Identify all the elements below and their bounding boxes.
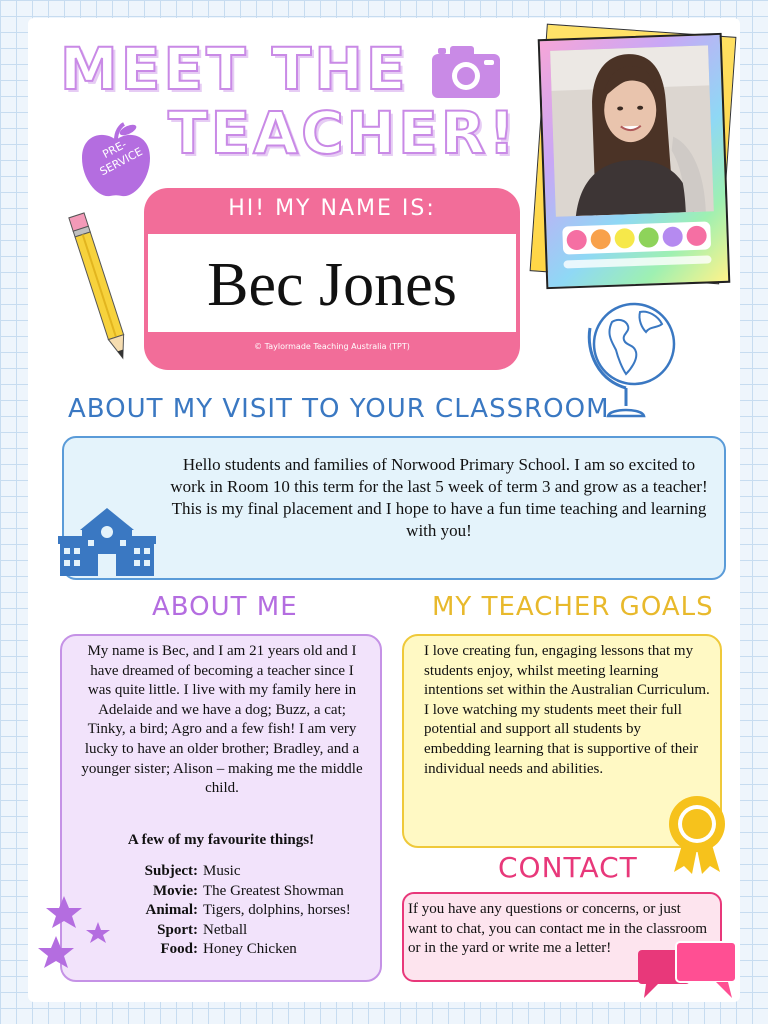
visit-text: Hello students and families of Norwood Primary School. I am so excited to work in Room 10 this term for the last 5 week of term 3 and grow as a teacher! This is my final placement and I hope to have a fun time teaching and learning with you! [170, 455, 708, 540]
contact-heading: CONTACT [498, 851, 638, 884]
favourite-value: The Greatest Showman [203, 882, 344, 899]
color-dot [638, 227, 659, 248]
favourite-key: Sport: [157, 921, 198, 938]
contact-text: If you have any questions or concerns, or just want to chat, you can contact me in the classroom or in the yard or write me a letter! [408, 901, 708, 957]
name-tag-body [148, 234, 516, 332]
color-dot [614, 228, 635, 249]
title-line-2: TEACHER! [168, 99, 518, 167]
favourite-value: Honey Chicken [203, 941, 297, 958]
about-me-text: My name is Bec, and I am 21 years old and I have dreamed of becoming a teacher since I was quite little. I live with my family here in Adelaide and we have a dog; Buzz, a cat; Tinky, a bird; Agro and a few fish! I am very lucky to have an older brother; Bradley, and a younger sister; Alison – making me the middle child. [81, 643, 363, 797]
favourite-key: Movie: [153, 882, 198, 899]
favourite-value: Netball [203, 921, 248, 938]
favourites-title: A few of my favourite things! [127, 832, 315, 848]
teacher-name: Bec Jones [207, 251, 457, 319]
favourite-row [62, 862, 380, 882]
color-dot [566, 230, 587, 251]
about-me-heading: ABOUT ME [152, 592, 298, 622]
award-rosette-icon [664, 794, 730, 876]
stars-icon [34, 896, 116, 978]
color-dot [590, 229, 611, 250]
visit-box [62, 436, 726, 580]
title-line-1: MEET THE [60, 35, 409, 103]
speech-bubbles-icon [636, 940, 740, 1002]
favourite-value: Tigers, dolphins, horses! [203, 902, 351, 919]
camera-icon [430, 44, 502, 100]
visit-heading: ABOUT MY VISIT TO YOUR CLASSROOM [68, 394, 610, 424]
name-tag [144, 188, 520, 370]
color-dot [686, 226, 707, 247]
teacher-photo-frame [538, 33, 731, 289]
name-tag-greeting: HI! MY NAME IS: [228, 196, 436, 221]
photo-strip-line [563, 255, 711, 268]
copyright-credit: © Taylormade Teaching Australia (TPT) [254, 342, 410, 351]
favourite-key: Subject: [144, 863, 198, 879]
teacher-photo-image [550, 45, 714, 216]
color-dot [662, 226, 683, 247]
favourite-key: Food: [160, 941, 198, 958]
goals-text: I love creating fun, engaging lessons that my students enjoy, whilst meeting learning intentions set within the Australian Curriculum. I love watching my students meet their full potential and support all students by embedding learning that is supportive of their individual needs and abilities. [424, 643, 710, 777]
badge-text: PRE-SERVICE [97, 137, 145, 179]
favourite-key: Animal: [145, 902, 198, 919]
color-dot-strip [562, 221, 711, 254]
favourite-value: Music [203, 863, 241, 879]
teacher-photo [550, 45, 714, 216]
goals-heading: MY TEACHER GOALS [432, 592, 714, 622]
pencil-icon [64, 206, 134, 370]
school-icon [58, 500, 156, 580]
